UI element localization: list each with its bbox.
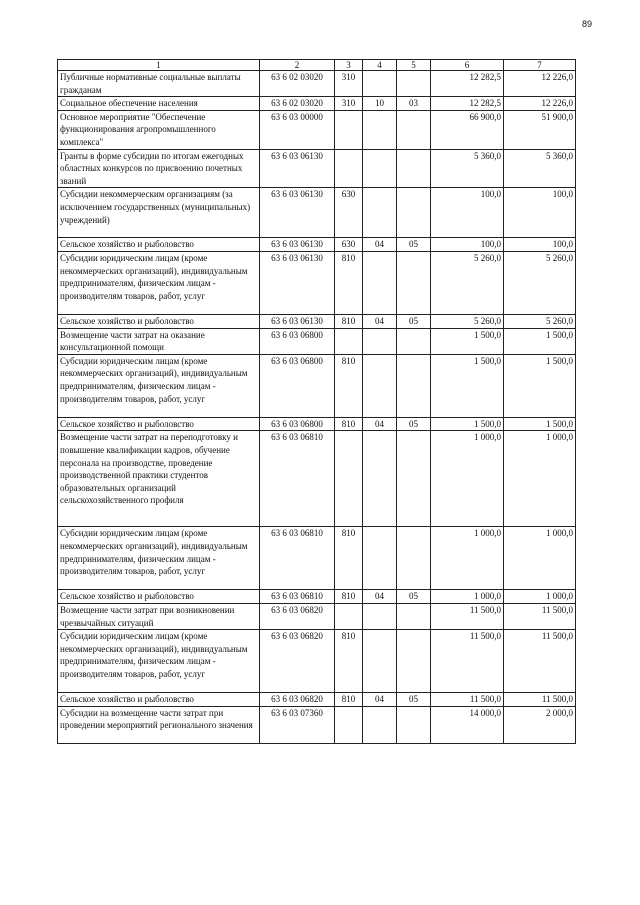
row-vr-cell: 630 bbox=[335, 238, 363, 252]
row-sum2-cell: 11 500,0 bbox=[504, 630, 576, 693]
row-name-cell: Сельское хозяйство и рыболовство bbox=[58, 238, 260, 252]
row-name-cell: Возмещение части затрат на оказание консультационной помощи bbox=[58, 328, 260, 354]
column-header: 5 bbox=[397, 60, 431, 71]
row-pr-cell bbox=[397, 110, 431, 149]
table-row bbox=[58, 630, 576, 693]
row-rz-cell: 04 bbox=[363, 590, 397, 604]
row-sum2-cell: 1 500,0 bbox=[504, 417, 576, 431]
row-sum1-cell: 5 260,0 bbox=[431, 251, 504, 314]
row-name-cell: Субсидии юридическим лицам (кроме некоммерческих организаций), индивидуальным предпринимателям, физическим лицам - производителям товаров, работ, услуг bbox=[58, 354, 260, 417]
row-name-cell: Возмещение части затрат на переподготовку и повышение квалификации кадров, обучение персонала на производстве, проведение производственной практики студентов образовательных организаций сельскохозяйственного профиля bbox=[58, 431, 260, 527]
row-vr-cell: 810 bbox=[335, 354, 363, 417]
row-rz-cell bbox=[363, 603, 397, 629]
row-vr-cell: 810 bbox=[335, 630, 363, 693]
row-sum2-cell: 100,0 bbox=[504, 238, 576, 252]
row-sum1-cell: 11 500,0 bbox=[431, 693, 504, 707]
row-rz-cell bbox=[363, 188, 397, 238]
row-rz-cell bbox=[363, 354, 397, 417]
row-sum2-cell: 5 360,0 bbox=[504, 149, 576, 188]
column-header: 4 bbox=[363, 60, 397, 71]
table-row bbox=[58, 706, 576, 743]
row-code-cell: 63 6 03 06800 bbox=[260, 417, 335, 431]
row-name-cell: Сельское хозяйство и рыболовство bbox=[58, 693, 260, 707]
row-vr-cell: 810 bbox=[335, 693, 363, 707]
row-rz-cell bbox=[363, 706, 397, 743]
table-row bbox=[58, 328, 576, 354]
table-row bbox=[58, 527, 576, 590]
table-header-row bbox=[58, 60, 576, 71]
row-name-cell: Публичные нормативные социальные выплаты гражданам bbox=[58, 71, 260, 97]
row-sum1-cell: 12 282,5 bbox=[431, 97, 504, 111]
row-sum1-cell: 1 000,0 bbox=[431, 527, 504, 590]
row-pr-cell bbox=[397, 328, 431, 354]
row-sum2-cell: 5 260,0 bbox=[504, 251, 576, 314]
row-code-cell: 63 6 03 00000 bbox=[260, 110, 335, 149]
row-rz-cell bbox=[363, 149, 397, 188]
row-vr-cell: 630 bbox=[335, 188, 363, 238]
row-rz-cell: 10 bbox=[363, 97, 397, 111]
row-vr-cell: 810 bbox=[335, 251, 363, 314]
row-code-cell: 63 6 02 03020 bbox=[260, 71, 335, 97]
row-vr-cell bbox=[335, 603, 363, 629]
row-pr-cell bbox=[397, 603, 431, 629]
row-rz-cell bbox=[363, 527, 397, 590]
table-row bbox=[58, 110, 576, 149]
column-header: 7 bbox=[504, 60, 576, 71]
row-sum1-cell: 100,0 bbox=[431, 188, 504, 238]
column-header: 3 bbox=[335, 60, 363, 71]
row-sum2-cell: 1 000,0 bbox=[504, 527, 576, 590]
table-row bbox=[58, 149, 576, 188]
row-sum2-cell: 51 900,0 bbox=[504, 110, 576, 149]
row-sum1-cell: 14 000,0 bbox=[431, 706, 504, 743]
row-vr-cell bbox=[335, 431, 363, 527]
row-pr-cell bbox=[397, 354, 431, 417]
row-code-cell: 63 6 03 06130 bbox=[260, 149, 335, 188]
row-name-cell: Сельское хозяйство и рыболовство bbox=[58, 417, 260, 431]
table-row bbox=[58, 314, 576, 328]
row-name-cell: Сельское хозяйство и рыболовство bbox=[58, 314, 260, 328]
row-code-cell: 63 6 03 06820 bbox=[260, 693, 335, 707]
table-row bbox=[58, 590, 576, 604]
row-code-cell: 63 6 03 06130 bbox=[260, 238, 335, 252]
row-code-cell: 63 6 03 06810 bbox=[260, 527, 335, 590]
column-header: 6 bbox=[431, 60, 504, 71]
row-code-cell: 63 6 03 06810 bbox=[260, 431, 335, 527]
row-sum2-cell: 1 500,0 bbox=[504, 354, 576, 417]
row-sum2-cell: 12 226,0 bbox=[504, 71, 576, 97]
row-sum2-cell: 12 226,0 bbox=[504, 97, 576, 111]
row-pr-cell bbox=[397, 251, 431, 314]
row-code-cell: 63 6 03 06800 bbox=[260, 354, 335, 417]
row-name-cell: Основное мероприятие "Обеспечение функционирования агропромышленного комплекса" bbox=[58, 110, 260, 149]
row-pr-cell bbox=[397, 630, 431, 693]
row-name-cell: Субсидии юридическим лицам (кроме некоммерческих организаций), индивидуальным предпринимателям, физическим лицам - производителям товаров, работ, услуг bbox=[58, 630, 260, 693]
row-pr-cell bbox=[397, 431, 431, 527]
row-pr-cell: 05 bbox=[397, 693, 431, 707]
row-name-cell: Возмещение части затрат при возникновении чрезвычайных ситуаций bbox=[58, 603, 260, 629]
row-name-cell: Субсидии юридическим лицам (кроме некоммерческих организаций), индивидуальным предпринимателям, физическим лицам - производителям товаров, работ, услуг bbox=[58, 527, 260, 590]
row-vr-cell: 810 bbox=[335, 314, 363, 328]
table-row bbox=[58, 693, 576, 707]
row-vr-cell bbox=[335, 149, 363, 188]
row-code-cell: 63 6 03 06130 bbox=[260, 314, 335, 328]
row-pr-cell bbox=[397, 149, 431, 188]
row-pr-cell: 05 bbox=[397, 238, 431, 252]
row-rz-cell: 04 bbox=[363, 238, 397, 252]
table-row bbox=[58, 238, 576, 252]
row-sum1-cell: 1 000,0 bbox=[431, 590, 504, 604]
column-header: 1 bbox=[58, 60, 260, 71]
row-sum1-cell: 1 500,0 bbox=[431, 328, 504, 354]
row-pr-cell bbox=[397, 527, 431, 590]
table-row bbox=[58, 188, 576, 238]
row-code-cell: 63 6 03 06800 bbox=[260, 328, 335, 354]
row-rz-cell: 04 bbox=[363, 417, 397, 431]
row-pr-cell: 05 bbox=[397, 314, 431, 328]
row-vr-cell: 810 bbox=[335, 417, 363, 431]
row-sum1-cell: 11 500,0 bbox=[431, 630, 504, 693]
row-rz-cell: 04 bbox=[363, 693, 397, 707]
row-sum2-cell: 1 000,0 bbox=[504, 431, 576, 527]
table-row bbox=[58, 417, 576, 431]
row-pr-cell: 05 bbox=[397, 417, 431, 431]
budget-table bbox=[57, 59, 576, 744]
row-vr-cell bbox=[335, 328, 363, 354]
table-row bbox=[58, 603, 576, 629]
row-code-cell: 63 6 03 06820 bbox=[260, 603, 335, 629]
row-sum1-cell: 12 282,5 bbox=[431, 71, 504, 97]
row-sum1-cell: 5 260,0 bbox=[431, 314, 504, 328]
row-sum2-cell: 2 000,0 bbox=[504, 706, 576, 743]
row-name-cell: Субсидии на возмещение части затрат при проведении мероприятий регионального значения bbox=[58, 706, 260, 743]
row-sum1-cell: 66 900,0 bbox=[431, 110, 504, 149]
row-vr-cell bbox=[335, 706, 363, 743]
table-row bbox=[58, 251, 576, 314]
row-sum2-cell: 1 500,0 bbox=[504, 328, 576, 354]
row-code-cell: 63 6 03 06130 bbox=[260, 188, 335, 238]
row-rz-cell bbox=[363, 328, 397, 354]
row-pr-cell: 05 bbox=[397, 590, 431, 604]
row-sum2-cell: 5 260,0 bbox=[504, 314, 576, 328]
row-sum2-cell: 11 500,0 bbox=[504, 693, 576, 707]
row-name-cell: Гранты в форме субсидии по итогам ежегодных областных конкурсов по присвоению почетных званий bbox=[58, 149, 260, 188]
row-rz-cell bbox=[363, 110, 397, 149]
column-header: 2 bbox=[260, 60, 335, 71]
row-code-cell: 63 6 03 06810 bbox=[260, 590, 335, 604]
row-code-cell: 63 6 03 06130 bbox=[260, 251, 335, 314]
row-code-cell: 63 6 02 03020 bbox=[260, 97, 335, 111]
row-sum1-cell: 11 500,0 bbox=[431, 603, 504, 629]
row-vr-cell: 310 bbox=[335, 71, 363, 97]
row-vr-cell: 310 bbox=[335, 97, 363, 111]
row-vr-cell bbox=[335, 110, 363, 149]
row-code-cell: 63 6 03 06820 bbox=[260, 630, 335, 693]
row-sum1-cell: 1 500,0 bbox=[431, 417, 504, 431]
row-vr-cell: 810 bbox=[335, 527, 363, 590]
row-rz-cell: 04 bbox=[363, 314, 397, 328]
table-row bbox=[58, 97, 576, 111]
row-pr-cell bbox=[397, 706, 431, 743]
table-row bbox=[58, 71, 576, 97]
row-code-cell: 63 6 03 07360 bbox=[260, 706, 335, 743]
table-row bbox=[58, 354, 576, 417]
row-rz-cell bbox=[363, 71, 397, 97]
row-pr-cell bbox=[397, 188, 431, 238]
row-vr-cell: 810 bbox=[335, 590, 363, 604]
row-sum1-cell: 1 500,0 bbox=[431, 354, 504, 417]
row-sum2-cell: 11 500,0 bbox=[504, 603, 576, 629]
row-name-cell: Сельское хозяйство и рыболовство bbox=[58, 590, 260, 604]
row-sum1-cell: 1 000,0 bbox=[431, 431, 504, 527]
row-pr-cell bbox=[397, 71, 431, 97]
row-rz-cell bbox=[363, 251, 397, 314]
row-sum2-cell: 1 000,0 bbox=[504, 590, 576, 604]
row-sum1-cell: 100,0 bbox=[431, 238, 504, 252]
row-sum1-cell: 5 360,0 bbox=[431, 149, 504, 188]
row-name-cell: Субсидии некоммерческим организациям (за исключением государственных (муниципальных) учреждений) bbox=[58, 188, 260, 238]
row-name-cell: Субсидии юридическим лицам (кроме некоммерческих организаций), индивидуальным предпринимателям, физическим лицам - производителям товаров, работ, услуг bbox=[58, 251, 260, 314]
row-pr-cell: 03 bbox=[397, 97, 431, 111]
row-rz-cell bbox=[363, 431, 397, 527]
row-rz-cell bbox=[363, 630, 397, 693]
row-sum2-cell: 100,0 bbox=[504, 188, 576, 238]
page-number: 89 bbox=[582, 19, 593, 29]
table-row bbox=[58, 431, 576, 527]
row-name-cell: Социальное обеспечение населения bbox=[58, 97, 260, 111]
